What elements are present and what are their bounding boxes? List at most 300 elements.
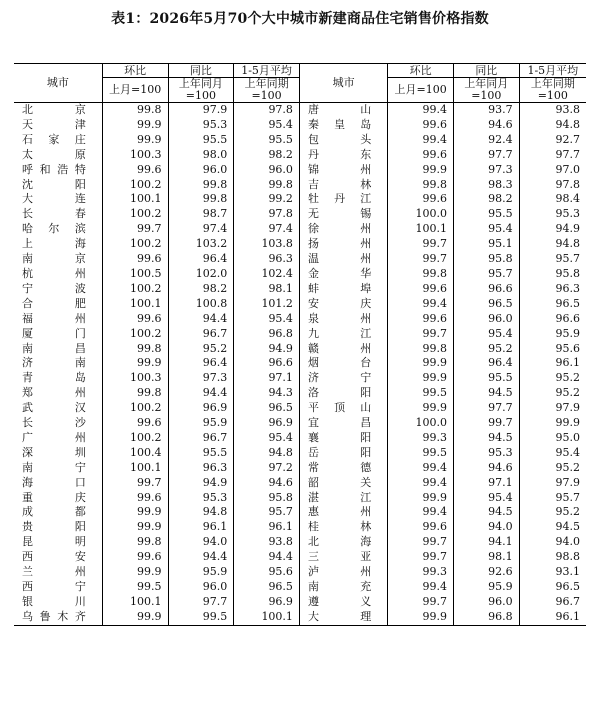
yoy-cell: 94.5 (453, 386, 519, 401)
yoy-cell: 96.7 (168, 431, 234, 446)
city-cell: 银川 (22, 594, 86, 608)
mom-cell: 100.3 (102, 148, 168, 163)
city-cell: 泉州 (299, 312, 387, 327)
table-row (14, 133, 586, 148)
mom-column-header: 环比 (388, 64, 454, 78)
avg-cell: 94.0 (519, 535, 586, 550)
avg-cell: 96.5 (234, 580, 300, 595)
avg-cell: 98.4 (519, 192, 586, 207)
avg-cell: 95.4 (234, 312, 300, 327)
mom-cell: 99.9 (388, 371, 454, 386)
yoy-cell: 94.8 (168, 505, 234, 520)
city-cell: 上海 (22, 237, 86, 251)
mom-cell: 99.6 (102, 252, 168, 267)
mom-cell: 99.6 (388, 148, 454, 163)
mom-cell: 99.6 (388, 192, 454, 207)
table-row (14, 491, 586, 506)
city-cell: 长春 (22, 207, 86, 221)
mom-cell: 99.4 (388, 505, 454, 520)
mom-cell: 99.4 (388, 476, 454, 491)
yoy-cell: 98.0 (168, 148, 234, 163)
mom-cell: 99.8 (388, 267, 454, 282)
avg-cell: 94.3 (234, 386, 300, 401)
city-cell: 唐山 (299, 103, 387, 118)
mom-cell: 100.5 (102, 267, 168, 282)
city-cell: 北京 (22, 103, 86, 116)
mom-cell: 100.2 (102, 327, 168, 342)
table-row (14, 312, 586, 327)
yoy-cell: 95.4 (453, 327, 519, 342)
avg-cell: 95.2 (519, 386, 586, 401)
mom-column-header: 环比 (102, 64, 168, 78)
yoy-cell: 103.2 (168, 237, 234, 252)
city-cell: 福州 (22, 311, 86, 325)
city-cell: 温州 (299, 252, 387, 267)
city-cell: 秦皇岛 (299, 118, 387, 133)
avg-cell: 96.6 (234, 356, 300, 371)
city-cell: 九江 (299, 327, 387, 342)
yoy-cell: 95.9 (453, 580, 519, 595)
city-cell: 厦门 (22, 326, 86, 340)
table-body (14, 103, 586, 626)
city-cell: 杭州 (22, 266, 86, 280)
city-column-header: 城市 (299, 64, 387, 103)
avg-cell: 95.2 (519, 371, 586, 386)
city-cell: 牡丹江 (299, 192, 387, 207)
yoy-cell: 96.6 (453, 282, 519, 297)
table-row (14, 282, 586, 297)
mom-cell: 99.9 (102, 520, 168, 535)
table-row (14, 178, 586, 193)
yoy-cell: 97.7 (453, 148, 519, 163)
avg-cell: 94.9 (519, 222, 586, 237)
avg-cell: 99.2 (234, 192, 300, 207)
mom-cell: 99.4 (388, 133, 454, 148)
avg-cell: 95.2 (519, 461, 586, 476)
table-header (14, 64, 586, 103)
avg-cell: 95.6 (234, 565, 300, 580)
yoy-cell: 96.0 (453, 595, 519, 610)
avg-cell: 96.9 (234, 416, 300, 431)
yoy-base-label (453, 78, 519, 103)
city-cell: 西安 (22, 550, 86, 564)
mom-base-label: 上月=100 (388, 78, 454, 103)
city-cell: 赣州 (299, 342, 387, 357)
avg-cell: 95.5 (234, 133, 300, 148)
city-cell: 金华 (299, 267, 387, 282)
city-cell: 韶关 (299, 476, 387, 491)
avg-cell: 98.1 (234, 282, 300, 297)
table-row (14, 356, 586, 371)
table-row (14, 476, 586, 491)
yoy-cell: 98.1 (453, 550, 519, 565)
table-row (14, 163, 586, 178)
yoy-cell: 96.7 (168, 327, 234, 342)
city-cell: 南宁 (22, 460, 86, 474)
mom-cell: 100.2 (102, 207, 168, 222)
city-cell: 襄阳 (299, 431, 387, 446)
city-cell: 南京 (22, 252, 86, 266)
avg-cell: 93.8 (519, 103, 586, 118)
avg-cell: 96.1 (234, 520, 300, 535)
avg-cell: 96.1 (519, 356, 586, 371)
city-cell: 昆明 (22, 535, 86, 549)
avg-cell: 96.0 (234, 163, 300, 178)
yoy-cell: 100.8 (168, 297, 234, 312)
avg-cell: 93.1 (519, 565, 586, 580)
avg-cell: 94.8 (234, 446, 300, 461)
avg-cell: 96.6 (519, 312, 586, 327)
yoy-cell: 94.4 (168, 386, 234, 401)
city-cell: 乌鲁木齐 (14, 610, 102, 625)
city-cell: 郑州 (22, 386, 86, 400)
yoy-cell: 96.4 (168, 252, 234, 267)
city-cell: 济南 (22, 356, 86, 370)
city-cell: 岳阳 (299, 446, 387, 461)
yoy-cell: 97.7 (453, 401, 519, 416)
mom-cell: 99.7 (388, 535, 454, 550)
mom-cell: 99.9 (388, 610, 454, 625)
mom-cell: 99.7 (388, 252, 454, 267)
mom-cell: 99.6 (102, 491, 168, 506)
avg-cell: 95.4 (234, 118, 300, 133)
avg-cell: 96.5 (519, 580, 586, 595)
avg-cell: 98.2 (234, 148, 300, 163)
avg-cell: 97.2 (234, 461, 300, 476)
city-cell: 广州 (22, 430, 86, 444)
table-row (14, 222, 586, 237)
yoy-cell: 94.9 (168, 476, 234, 491)
mom-cell: 99.6 (388, 282, 454, 297)
avg-cell: 97.8 (234, 207, 300, 222)
yoy-cell: 96.0 (168, 580, 234, 595)
mom-cell: 100.2 (102, 178, 168, 193)
mom-cell: 99.4 (388, 580, 454, 595)
avg-cell: 95.8 (519, 267, 586, 282)
city-cell: 大连 (22, 192, 86, 206)
city-cell: 太原 (22, 147, 86, 161)
mom-cell: 100.1 (102, 297, 168, 312)
price-index-table (14, 63, 586, 626)
avg-cell: 97.8 (519, 178, 586, 193)
avg-cell: 95.3 (519, 207, 586, 222)
yoy-cell: 94.0 (168, 535, 234, 550)
avg-cell: 98.8 (519, 550, 586, 565)
avg-cell: 95.4 (519, 446, 586, 461)
yoy-cell: 95.4 (453, 222, 519, 237)
city-cell: 沈阳 (22, 177, 86, 191)
city-cell: 合肥 (22, 296, 86, 310)
table-row (14, 505, 586, 520)
avg-cell: 92.7 (519, 133, 586, 148)
city-cell: 安庆 (299, 297, 387, 312)
mom-cell: 99.7 (102, 222, 168, 237)
avg-cell: 101.2 (234, 297, 300, 312)
table-row (14, 565, 586, 580)
avg-cell: 97.0 (519, 163, 586, 178)
yoy-cell: 98.2 (453, 192, 519, 207)
city-cell: 天津 (22, 117, 86, 131)
mom-cell: 100.4 (102, 446, 168, 461)
yoy-cell: 99.5 (168, 610, 234, 625)
table-row (14, 252, 586, 267)
yoy-cell: 96.0 (453, 312, 519, 327)
mom-cell: 99.7 (388, 550, 454, 565)
yoy-cell: 95.5 (453, 371, 519, 386)
table-row (14, 371, 586, 386)
avg-cell: 95.8 (234, 491, 300, 506)
mom-cell: 100.1 (102, 192, 168, 207)
mom-cell: 100.1 (388, 222, 454, 237)
city-cell: 深圳 (22, 445, 86, 459)
mom-cell: 100.1 (102, 461, 168, 476)
mom-cell: 99.9 (102, 118, 168, 133)
table-row (14, 207, 586, 222)
table-row (14, 446, 586, 461)
table-row (14, 118, 586, 133)
yoy-cell: 95.4 (453, 491, 519, 506)
mom-cell: 99.9 (388, 491, 454, 506)
city-cell: 重庆 (22, 490, 86, 504)
mom-cell: 99.3 (388, 565, 454, 580)
city-cell: 平顶山 (299, 401, 387, 416)
mom-cell: 99.8 (388, 342, 454, 357)
city-cell: 徐州 (299, 222, 387, 237)
yoy-cell: 96.3 (168, 461, 234, 476)
yoy-cell: 98.7 (168, 207, 234, 222)
avg-cell: 95.4 (234, 431, 300, 446)
yoy-cell: 95.3 (168, 118, 234, 133)
city-cell: 石家庄 (22, 132, 86, 146)
avg-cell: 99.9 (519, 416, 586, 431)
table-row (14, 297, 586, 312)
table-row (14, 267, 586, 282)
mom-cell: 99.3 (388, 431, 454, 446)
mom-base-label: 上月=100 (102, 78, 168, 103)
avg-cell: 97.9 (519, 476, 586, 491)
table-row (14, 580, 586, 595)
mom-cell: 99.9 (102, 505, 168, 520)
mom-cell: 99.7 (388, 595, 454, 610)
mom-cell: 100.3 (102, 371, 168, 386)
yoy-column-header: 同比 (168, 64, 234, 78)
yoy-cell: 94.1 (453, 535, 519, 550)
avg-cell: 97.9 (519, 401, 586, 416)
yoy-cell: 95.7 (453, 267, 519, 282)
yoy-cell: 102.0 (168, 267, 234, 282)
avg-cell: 94.6 (234, 476, 300, 491)
yoy-cell: 92.4 (453, 133, 519, 148)
table-row (14, 148, 586, 163)
avg-base-label (519, 78, 586, 103)
city-cell: 烟台 (299, 356, 387, 371)
yoy-cell: 96.4 (453, 356, 519, 371)
mom-cell: 99.9 (102, 356, 168, 371)
avg-cell: 94.9 (234, 342, 300, 357)
yoy-cell: 97.3 (453, 163, 519, 178)
table-row (14, 431, 586, 446)
yoy-cell: 97.4 (168, 222, 234, 237)
yoy-cell: 95.9 (168, 416, 234, 431)
mom-cell: 99.4 (388, 461, 454, 476)
mom-cell: 99.9 (102, 565, 168, 580)
city-cell: 桂林 (299, 520, 387, 535)
city-cell: 南充 (299, 580, 387, 595)
mom-cell: 99.6 (388, 520, 454, 535)
mom-cell: 100.2 (102, 237, 168, 252)
avg-cell: 95.9 (519, 327, 586, 342)
avg-cell: 95.0 (519, 431, 586, 446)
yoy-cell: 98.3 (453, 178, 519, 193)
avg-cell: 97.4 (234, 222, 300, 237)
city-cell: 兰州 (22, 565, 86, 579)
yoy-cell: 95.2 (168, 342, 234, 357)
table-row (14, 192, 586, 207)
mom-cell: 99.9 (388, 356, 454, 371)
city-cell: 济宁 (299, 371, 387, 386)
yoy-cell: 95.5 (168, 446, 234, 461)
city-cell: 湛江 (299, 491, 387, 506)
table-row (14, 535, 586, 550)
table-row (14, 237, 586, 252)
mom-cell: 99.9 (102, 133, 168, 148)
avg-cell: 95.7 (519, 491, 586, 506)
mom-cell: 99.8 (102, 103, 168, 118)
avg-column-header: 1-5月平均 (519, 64, 586, 78)
city-cell: 扬州 (299, 237, 387, 252)
yoy-cell: 92.6 (453, 565, 519, 580)
mom-cell: 100.2 (102, 401, 168, 416)
city-cell: 泸州 (299, 565, 387, 580)
table-row (14, 595, 586, 610)
yoy-cell: 96.5 (453, 297, 519, 312)
city-cell: 大理 (299, 610, 387, 625)
mom-cell: 99.5 (388, 446, 454, 461)
avg-cell: 102.4 (234, 267, 300, 282)
mom-cell: 99.9 (388, 401, 454, 416)
mom-cell: 99.7 (102, 476, 168, 491)
yoy-cell: 95.9 (168, 565, 234, 580)
city-cell: 呼和浩特 (22, 162, 86, 176)
yoy-cell: 94.4 (168, 312, 234, 327)
avg-base-text: 上年同期=100 (530, 77, 575, 102)
avg-cell: 95.7 (519, 252, 586, 267)
yoy-cell: 93.7 (453, 103, 519, 118)
mom-cell: 99.8 (102, 342, 168, 357)
city-cell: 无锡 (299, 207, 387, 222)
mom-cell: 99.4 (388, 297, 454, 312)
mom-cell: 99.6 (102, 163, 168, 178)
avg-cell: 96.1 (519, 610, 586, 625)
yoy-cell: 96.9 (168, 401, 234, 416)
yoy-cell: 97.9 (168, 103, 234, 118)
city-cell: 长沙 (22, 416, 86, 430)
city-cell: 三亚 (299, 550, 387, 565)
avg-column-header: 1-5月平均 (234, 64, 300, 78)
table-row (14, 520, 586, 535)
yoy-column-header: 同比 (453, 64, 519, 78)
yoy-cell: 99.8 (168, 192, 234, 207)
city-cell: 包头 (299, 133, 387, 148)
mom-cell: 99.8 (102, 535, 168, 550)
yoy-cell: 95.8 (453, 252, 519, 267)
mom-cell: 99.7 (388, 327, 454, 342)
city-cell: 吉林 (299, 178, 387, 193)
mom-cell: 99.6 (388, 118, 454, 133)
yoy-base-text: 上年同月=100 (178, 77, 223, 102)
yoy-cell: 97.1 (453, 476, 519, 491)
yoy-cell: 97.7 (168, 595, 234, 610)
city-cell: 南昌 (22, 341, 86, 355)
avg-cell: 96.5 (519, 297, 586, 312)
city-cell: 西宁 (22, 580, 86, 593)
yoy-cell: 95.1 (453, 237, 519, 252)
table-row (14, 461, 586, 476)
yoy-cell: 94.4 (168, 550, 234, 565)
city-cell: 遵义 (299, 595, 387, 610)
city-cell: 哈尔滨 (22, 222, 86, 236)
table-row (14, 327, 586, 342)
avg-cell: 96.8 (234, 327, 300, 342)
mom-cell: 99.6 (388, 312, 454, 327)
avg-base-label (234, 78, 300, 103)
city-cell: 武汉 (22, 401, 86, 415)
table-row (14, 103, 586, 118)
mom-cell: 99.9 (102, 610, 168, 625)
city-cell: 锦州 (299, 163, 387, 178)
yoy-cell: 97.3 (168, 371, 234, 386)
avg-cell: 97.8 (234, 103, 300, 118)
yoy-cell: 96.0 (168, 163, 234, 178)
avg-cell: 96.9 (234, 595, 300, 610)
mom-cell: 100.2 (102, 282, 168, 297)
avg-cell: 93.8 (234, 535, 300, 550)
city-cell: 丹东 (299, 148, 387, 163)
mom-cell: 100.1 (102, 595, 168, 610)
table-row (14, 416, 586, 431)
table-row (14, 401, 586, 416)
mom-cell: 100.0 (388, 207, 454, 222)
mom-cell: 99.4 (388, 103, 454, 118)
yoy-cell: 94.5 (453, 431, 519, 446)
city-cell: 贵阳 (22, 520, 86, 534)
avg-cell: 94.8 (519, 118, 586, 133)
avg-cell: 100.1 (234, 610, 300, 625)
yoy-cell: 95.2 (453, 342, 519, 357)
avg-cell: 97.7 (519, 148, 586, 163)
avg-cell: 97.1 (234, 371, 300, 386)
yoy-cell: 96.1 (168, 520, 234, 535)
yoy-cell: 99.8 (168, 178, 234, 193)
city-cell: 洛阳 (299, 386, 387, 401)
city-cell: 惠州 (299, 505, 387, 520)
yoy-cell: 99.7 (453, 416, 519, 431)
city-column-header: 城市 (46, 76, 69, 89)
avg-cell: 94.5 (519, 520, 586, 535)
table-row (14, 386, 586, 401)
mom-cell: 99.5 (102, 580, 168, 595)
table-row (14, 610, 586, 625)
mom-cell: 99.8 (388, 178, 454, 193)
avg-cell: 96.3 (234, 252, 300, 267)
mom-cell: 99.7 (388, 237, 454, 252)
city-cell: 常德 (299, 461, 387, 476)
city-cell: 宜昌 (299, 416, 387, 431)
yoy-cell: 98.2 (168, 282, 234, 297)
yoy-cell: 94.5 (453, 505, 519, 520)
avg-cell: 94.8 (519, 237, 586, 252)
mom-cell: 99.6 (102, 416, 168, 431)
